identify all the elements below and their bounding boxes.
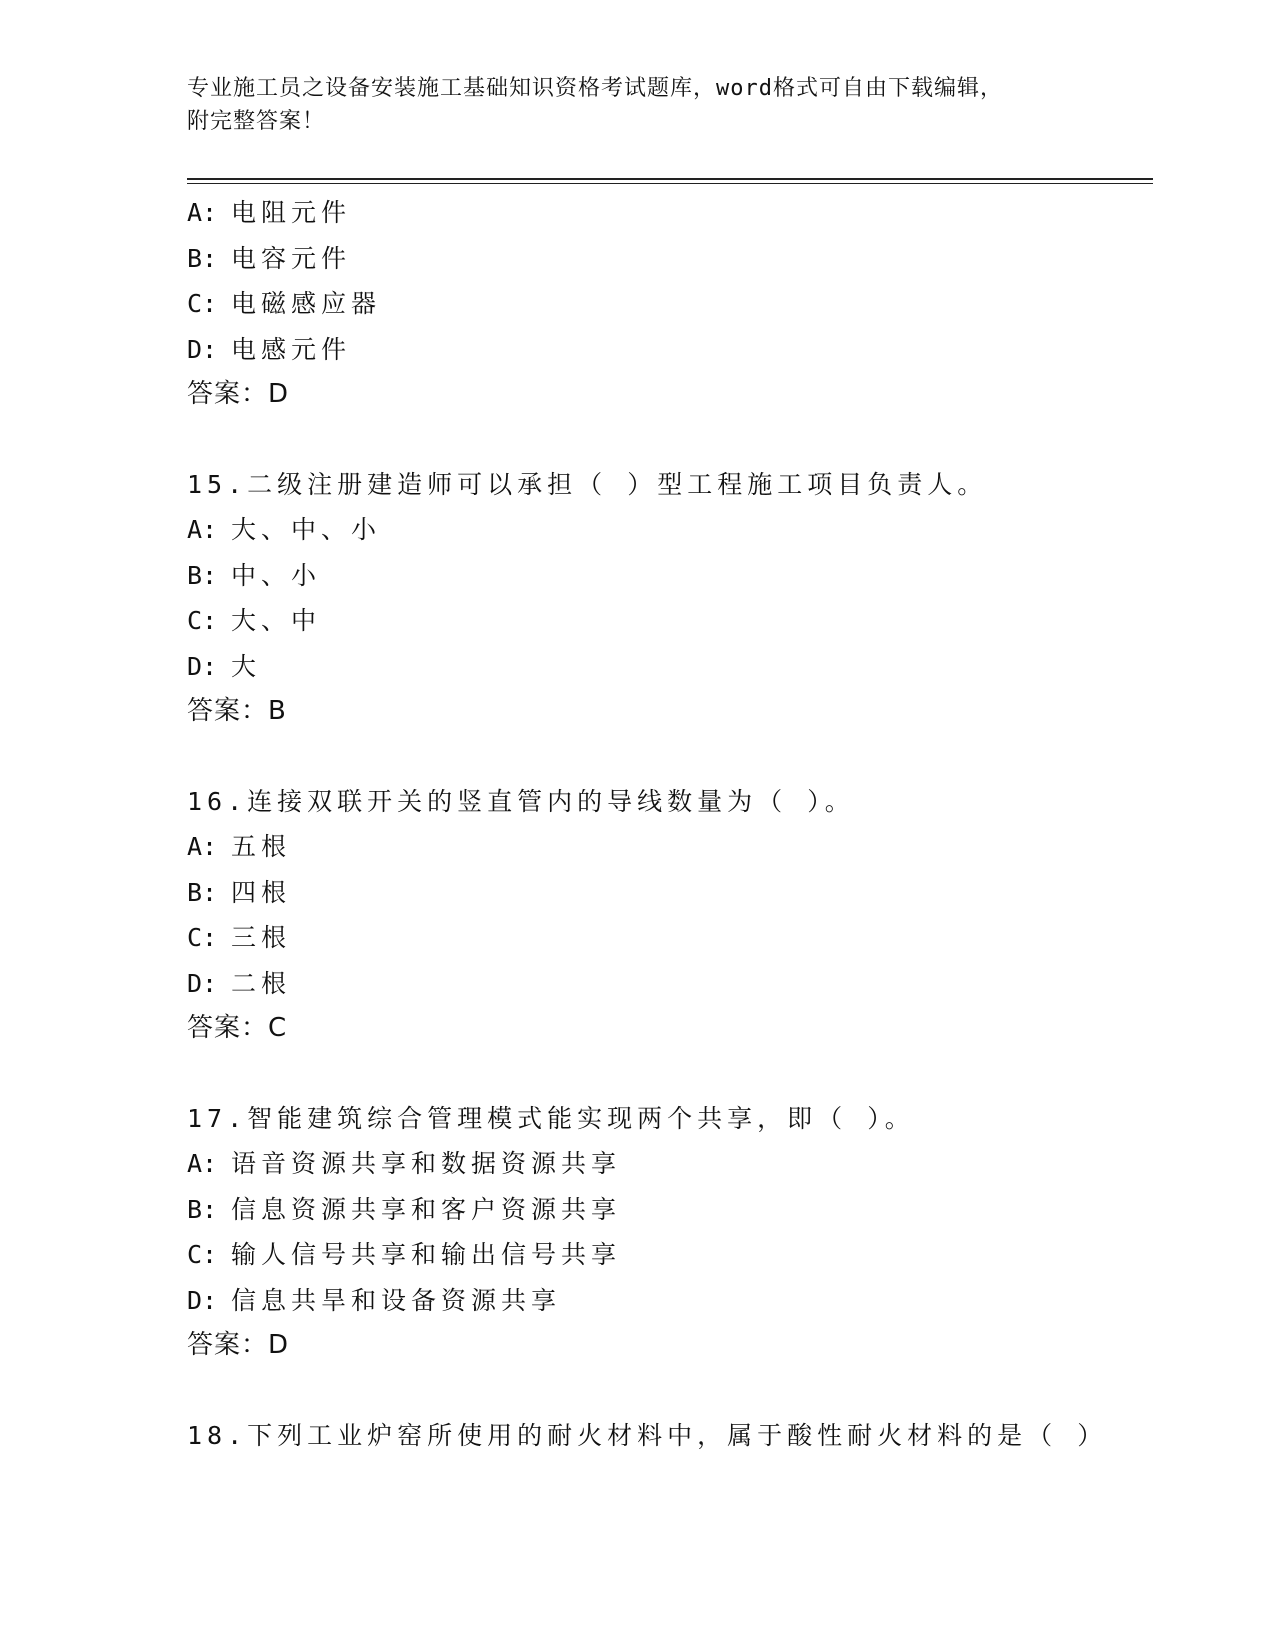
option-a: A: 语音资源共享和数据资源共享 [187,1149,622,1178]
question-title: 18.下列工业炉窑所使用的耐火材料中，属于酸性耐火材料的是（ ） [187,1420,1108,1450]
option-c: C: 输人信号共享和输出信号共享 [187,1240,622,1269]
answer: 答案：D [187,379,290,409]
option-c: C: 三根 [187,923,292,952]
option-b: B: 四根 [187,877,292,907]
header-rule-thick [187,178,1153,180]
answer: 答案：C [187,1013,288,1043]
question-block-18 [187,1413,1153,1459]
option-d: D: 电感元件 [187,334,352,364]
option-b: B: 信息资源共享和客户资源共享 [187,1194,622,1224]
header-rule-thin [187,183,1153,184]
question-block-15 [187,462,1153,735]
option-d: D: 信息共旱和设备资源共享 [187,1285,562,1315]
question-block-17 [187,1096,1153,1369]
question-title: 16.连接双联开关的竖直管内的导线数量为（ ）。 [187,786,855,816]
header-line-1: 专业施工员之设备安装施工基础知识资格考试题库，word格式可自由下载编辑， [187,76,1003,101]
option-a: A: 大、中、小 [187,515,382,544]
option-b: B: 中、小 [187,560,322,590]
answer: 答案：D [187,1330,290,1360]
option-a: A: 五根 [187,832,292,861]
option-a: A: 电阻元件 [187,198,352,227]
answer: 答案：B [187,696,287,726]
question-block-14 [187,190,1153,418]
document-header [187,72,1067,138]
option-b: B: 电容元件 [187,243,352,273]
option-d: D: 二根 [187,968,292,998]
question-list [187,190,1153,1458]
header-line-2: 附完整答案！ [187,109,326,134]
question-title: 15.二级注册建造师可以承担（ ）型工程施工项目负责人。 [187,469,988,499]
option-c: C: 大、中 [187,606,322,635]
question-title: 17.智能建筑综合管理模式能实现两个共享，即（ ）。 [187,1103,915,1133]
question-block-16 [187,779,1153,1052]
option-c: C: 电磁感应器 [187,289,382,318]
option-d: D: 大 [187,651,262,681]
